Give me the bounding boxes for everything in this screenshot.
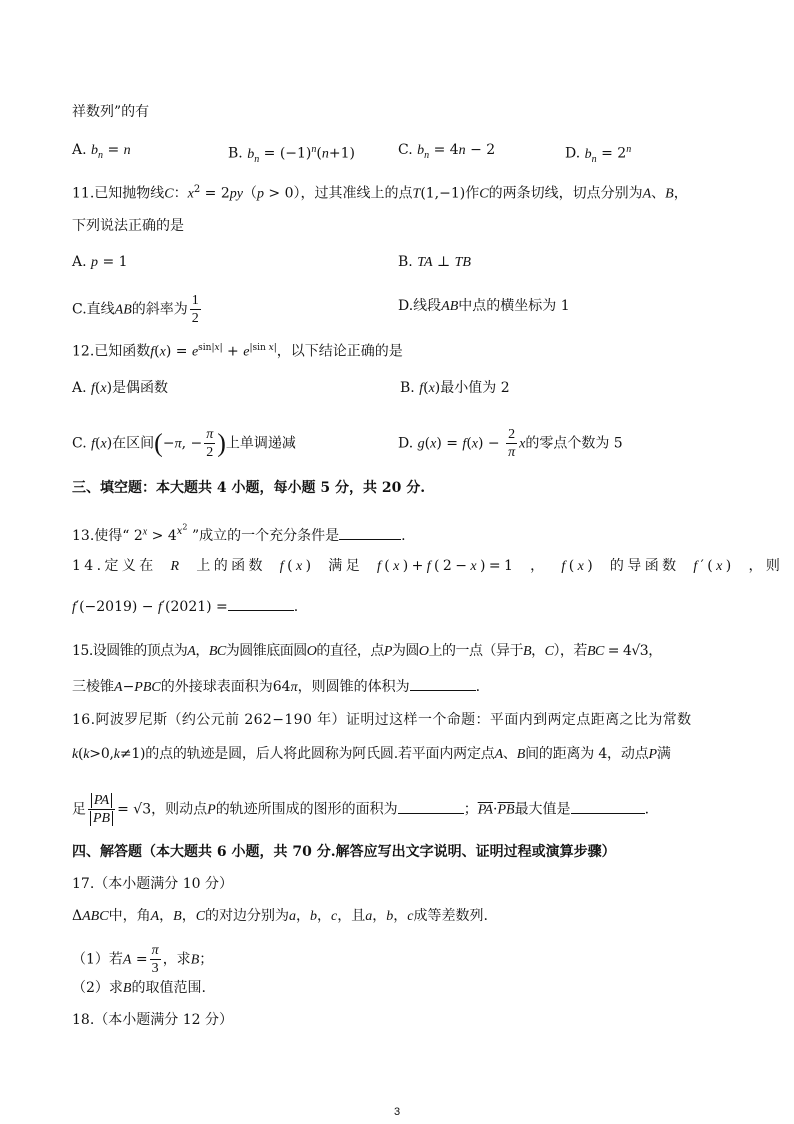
q17-part1: （1）若A = $\frac{\pi}{3}$ ，求B； [72,943,214,976]
q10-option-c: C. $b_n = 4n - 2$ [398,142,496,161]
section-4-heading: 四、解答题（本大题共 6 小题，共 70 分.解答应写出文字说明、证明过程或演算步骤） [72,844,616,860]
q17-heading: 17.（本小题满分 10 分） [72,876,233,892]
q12-option-d: D. g(x) = f(x) − $\frac{2}{\pi}$ x的零点个数为 5 [398,427,623,460]
q11-stem-line1: 11.已知抛物线C：$x^2 = 2py(p > 0)$，过其准线上的点T(1,−1)作C的两条切线，切点分别为A、B， [72,184,688,202]
answer-blank[interactable] [398,799,464,814]
q10-option-d: D. $b_n = 2^n$ [565,144,632,165]
q11-option-d: D.线段AB中点的横坐标为 1 [398,298,570,314]
answer-blank[interactable] [410,676,476,691]
q14-line1: 14.定义在 R 上的函数 f(x) 满足 f(x)+f(2−x)=1 ， f(x) 的导函数 f′(x) ，则 [72,558,784,574]
q10-option-a: A. $b_n = n$ [72,142,131,161]
q11-option-c: C.直线AB的斜率为 $\frac{1}{2}$ [72,293,199,326]
q13: 13.使得“ $2^x > 4^{x^2}$ ”成立的一个充分条件是 . [72,523,406,544]
q10-continuation: 祥数列”的有 [72,104,150,120]
q12-option-a: A. f(x)是偶函数 [72,380,169,396]
q11-option-a: A. p = 1 [72,254,128,270]
q12-option-c: C. f(x)在区间(−π, − $\frac{\pi}{2}$ )上单调递减 [72,427,296,460]
q18-heading: 18.（本小题满分 12 分） [72,1012,233,1028]
q11-option-b: B. TA ⊥ TB [398,254,471,270]
answer-blank[interactable] [228,596,294,611]
q16-line2: k(k>0,k≠1)的点的轨迹是圆，后人将此圆称为阿氏圆.若平面内两定点A、B间的距离为 4，动点P满 [72,746,671,762]
q10-option-b: B. $b_n = (-1)^n(n+1)$ [228,144,355,165]
q12-stem: 12.已知函数$f(x) = e^{sin|x|} + e^{|sin x|}$，以下结论正确的是 [72,343,403,360]
q17-line1: ΔABC中，角A，B，C的对边分别为a，b，c，且a，b，c成等差数列. [72,908,488,924]
q16-line1: 16.阿波罗尼斯（约公元前 262−190 年）证明过这样一个命题：平面内到两定点距离之比为常数 [72,712,692,728]
section-3-heading: 三、填空题：本大题共 4 小题，每小题 5 分，共 20 分. [72,480,426,496]
answer-blank[interactable] [339,525,401,540]
q15-line2: 三棱锥A−PBC的外接球表面积为64π，则圆锥的体积为 . [72,676,480,698]
q17-part2: （2）求B的取值范围. [72,980,206,996]
q12-option-b: B. f(x)最小值为 2 [400,380,510,396]
q15-line1: 15.设圆锥的顶点为A，BC为圆锥底面圆O的直径，点P为圆O上的一点（异于B，C），若BC = 4√3， [72,643,662,659]
q14-line2: f′(−2019) − f′(2021) = . [72,596,298,618]
q16-line3: 足 $\frac{PA}{PB}$ = √3，则动点P的轨迹所围成的图形的面积为 ；$\overline{PA}\cdot\overline{PB}$最大值是 . [72,793,650,826]
page-number: 3 [393,1106,401,1118]
answer-blank[interactable] [571,799,645,814]
q11-stem-line2: 下列说法正确的是 [72,218,184,234]
